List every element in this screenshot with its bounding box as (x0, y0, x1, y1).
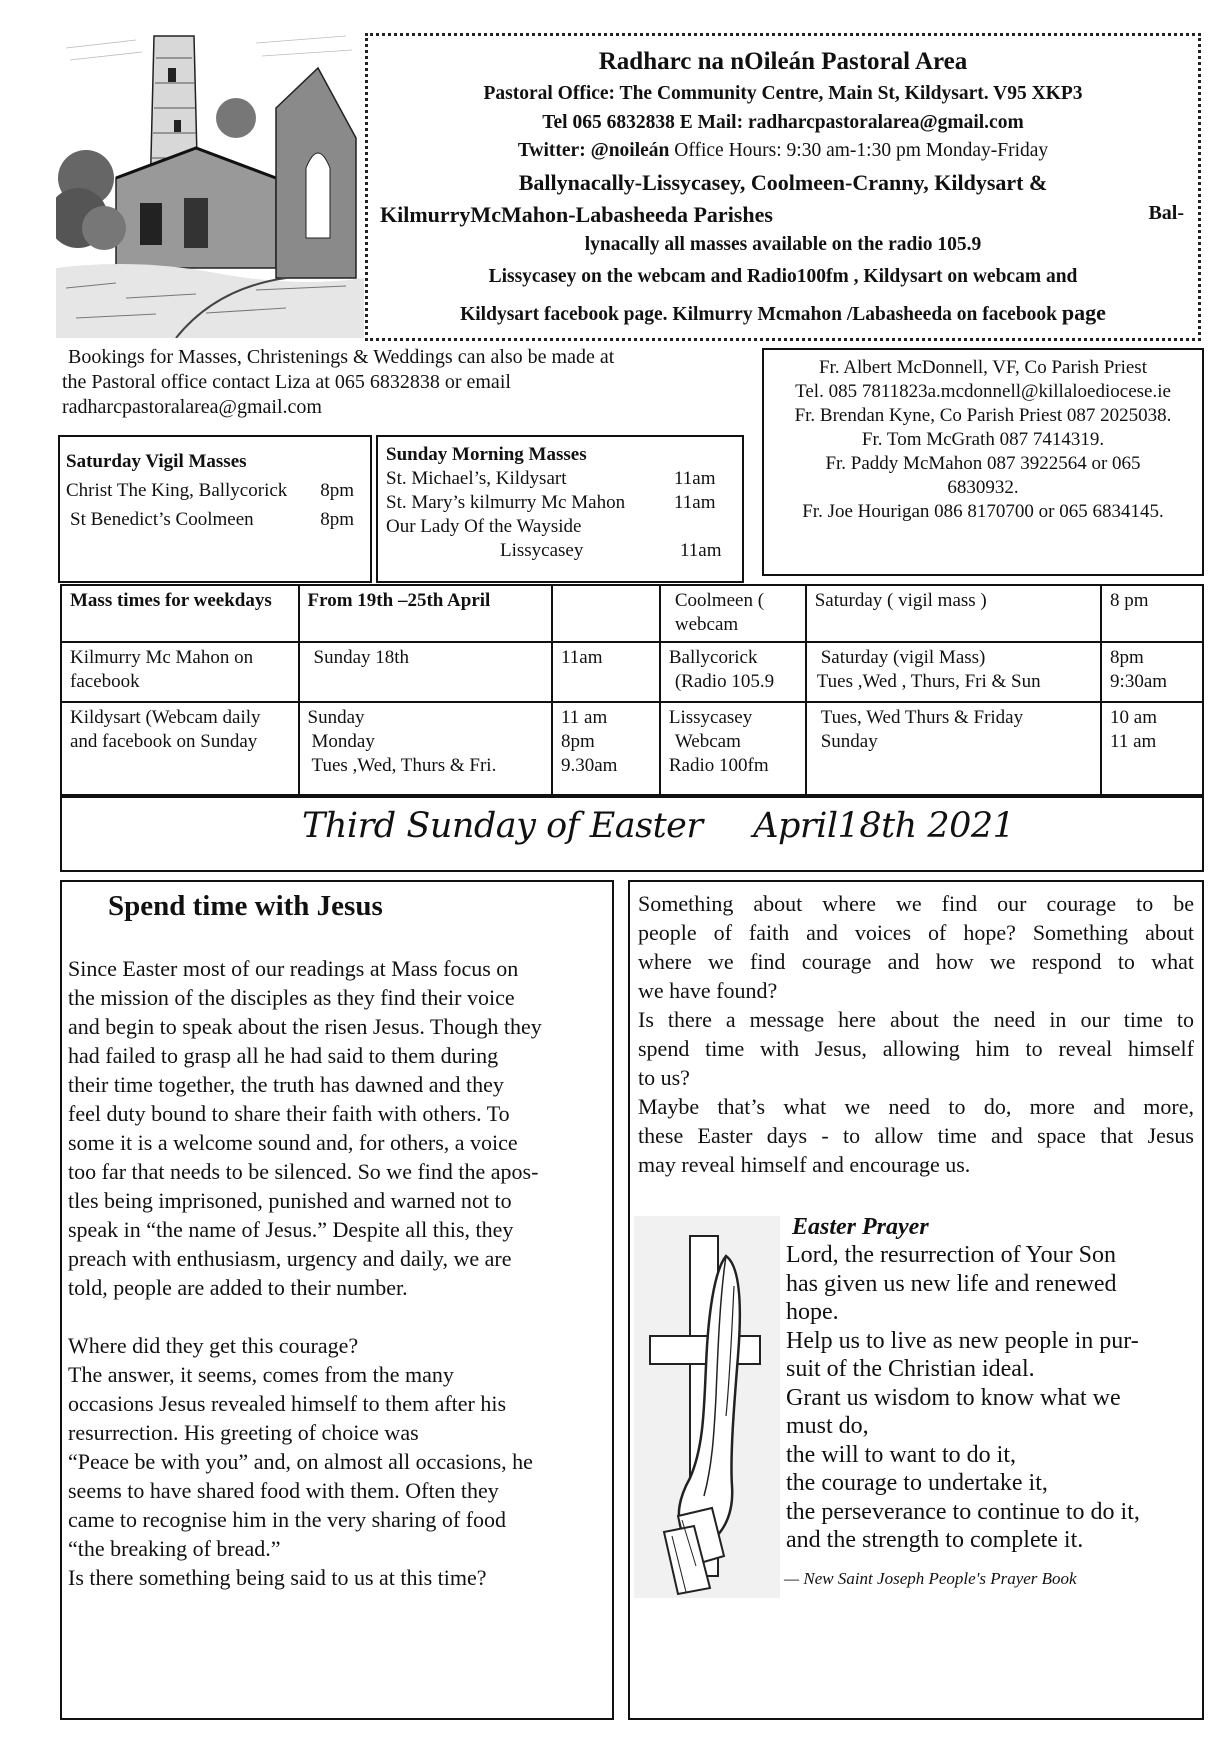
priests-box (762, 348, 1204, 576)
cell-line: Ballycorick (668, 646, 758, 668)
cell-line: 8pm (1110, 646, 1144, 668)
priest-line: Fr. Albert McDonnell, VF, Co Parish Priest (818, 357, 1147, 378)
table-cell: From 19th –25th April (299, 585, 552, 642)
sunday-row (386, 515, 734, 539)
prayer-line: Lord, the resurrection of Your Son (786, 1242, 1116, 1268)
bookings-line-1: Bookings for Masses, Christenings & Weddings can also be made at (68, 346, 615, 368)
article-line: had failed to grasp all he had said to them during (68, 1043, 499, 1068)
article-line: Where did they get this courage? (68, 1333, 359, 1358)
cell-line: Tues, Wed Thurs & Friday (820, 706, 1024, 728)
vigil-time: 8pm (320, 480, 354, 501)
prayer-line: hope. (786, 1299, 839, 1325)
prayer-line: suit of the Christian ideal. (786, 1356, 1035, 1382)
vigil-place: St Benedict’s Coolmeen (70, 509, 254, 530)
cell-line: 10 am (1110, 706, 1158, 728)
header-box (365, 33, 1201, 341)
cell-line: 11 am (560, 706, 608, 728)
reflection-line: people of faith and voices of hope? Something about (638, 920, 1194, 945)
occasion-name: Third Sunday of Easter (302, 806, 703, 846)
prayer-title: Easter Prayer (792, 1214, 929, 1240)
prayer-line: the perseverance to continue to do it, (786, 1498, 1140, 1525)
reflection-line: these Easter days - to allow time and space that Jesus (638, 1123, 1194, 1148)
table-cell (552, 585, 660, 642)
table-cell (1101, 642, 1203, 702)
sunday-row (386, 491, 734, 515)
cell-line: Lissycasey (668, 706, 753, 728)
radio-line: lynacally all masses available on the radio 105.9 (584, 233, 982, 255)
occasion-title (302, 806, 1014, 846)
priest-line: Fr. Brendan Kyne, Co Parish Priest 087 2025038. (794, 405, 1172, 426)
article-line: speak in “the name of Jesus.” Despite all this, they (68, 1217, 514, 1242)
vigil-place: Christ The King, Ballycorick (66, 480, 288, 501)
reflection-line: where we find courage and how we respond to what (638, 949, 1194, 974)
article-heading: Spend time with Jesus (108, 890, 383, 922)
vigil-row (66, 476, 364, 505)
saturday-vigil-box (58, 435, 372, 583)
article-line: came to recognise him in the very sharing of food (68, 1507, 507, 1532)
prayer-line: must do, (786, 1413, 869, 1439)
article-line: some it is a welcome sound and, for others, a voice (68, 1130, 518, 1155)
reflection-line: Something about where we find our courage to be (638, 891, 1194, 916)
reflection-line: spend time with Jesus, allowing him to reveal himself (638, 1036, 1194, 1061)
article-line: too far that needs to be silenced. So we find the apos- (68, 1159, 539, 1184)
article-line: preach with enthusiasm, urgency and daily, we are (68, 1246, 512, 1271)
article-line: and begin to speak about the risen Jesus. Though they (68, 1014, 542, 1039)
parishes-line-2 (380, 199, 1186, 231)
sunday-place: Lissycasey (500, 540, 584, 561)
easter-prayer (784, 1214, 1204, 1589)
table-row (61, 702, 1203, 795)
cell-line: (Radio 105.9 (674, 670, 775, 692)
webcam-line: Lissycasey on the webcam and Radio100fm , Kildysart on webcam and (488, 266, 1078, 288)
priest-line: Fr. Joe Hourigan 086 8170700 or 065 6834145. (802, 501, 1164, 522)
office-address: Pastoral Office: The Community Centre, Main St, Kildysart. V95 XKP3 (483, 83, 1083, 105)
table-cell: Kildysart (Webcam daily and facebook on Sunday (61, 702, 299, 795)
article-line: Is there something being said to us at this time? (68, 1565, 487, 1590)
article-line: resurrection. His greeting of choice was (68, 1420, 419, 1445)
sunday-place: St. Mary’s kilmurry Mc Mahon (386, 492, 626, 513)
facebook-text: Kildysart facebook page. Kilmurry Mcmahon /Labasheeda on facebook (460, 304, 1058, 326)
prayer-source: — New Saint Joseph People's Prayer Book (784, 1568, 1077, 1588)
article-column (60, 880, 614, 1720)
reflection-body (638, 889, 1194, 1179)
praying-hands-icon (634, 1216, 780, 1598)
sunday-row (386, 539, 734, 563)
vigil-row (66, 505, 364, 534)
bookings-email[interactable]: radharcpastoralarea@gmail.com (62, 396, 322, 418)
cell-line: Tues ,Wed , Thurs, Fri & Sun (816, 670, 1041, 692)
table-cell (660, 702, 806, 795)
office-hours: Office Hours: 9:30 am-1:30 pm Monday-Friday (674, 139, 1049, 161)
sunday-place: Our Lady Of the Wayside (386, 516, 582, 537)
cell-line: Monday (311, 730, 375, 752)
contact-line: Tel 065 6832838 E Mail: radharcpastoralarea@gmail.com (542, 111, 1024, 133)
prayer-line: has given us new life and renewed (786, 1270, 1117, 1297)
facebook-line (380, 297, 1186, 329)
article-line: feel duty bound to share their faith with others. To (68, 1101, 510, 1126)
article-spacer (68, 1302, 612, 1331)
pastoral-area-title: Radharc na nOileán Pastoral Area (598, 48, 968, 75)
table-cell (1101, 702, 1203, 795)
table-cell: 11am (552, 642, 660, 702)
table-cell (806, 702, 1101, 795)
table-cell (660, 642, 806, 702)
table-cell: Saturday ( vigil mass ) (806, 585, 1101, 642)
article-body (68, 954, 612, 1592)
cell-line: Sunday (820, 730, 878, 752)
sunday-morning-box (376, 435, 744, 583)
parishes-line-1: Ballynacally-Lissycasey, Coolmeen-Cranny, Kildysart & (518, 170, 1048, 196)
reflection-line: to us? (638, 1065, 690, 1090)
article-line: the mission of the disciples as they find their voice (68, 985, 515, 1010)
parishes-names: KilmurryMcMahon-Labasheeda Parishes (380, 201, 773, 227)
table-cell (806, 642, 1101, 702)
prayer-line: the will to want to do it, (786, 1441, 1016, 1468)
bookings-info (62, 345, 762, 420)
table-cell (299, 702, 552, 795)
table-row (61, 585, 1203, 642)
cell-line: Webcam (674, 730, 741, 752)
cell-line: Radio 100fm (668, 755, 769, 777)
cell-line: Saturday (vigil Mass) (820, 646, 986, 668)
twitter-handle: Twitter: @noileán (517, 139, 670, 161)
priest-line: Fr. Paddy McMahon 087 3922564 or 065 (825, 453, 1141, 474)
prayer-line: Help us to live as new people in pur- (786, 1327, 1139, 1354)
facebook-page-word: page (1061, 300, 1106, 326)
prayer-line: and the strength to complete it. (786, 1527, 1084, 1553)
article-line: The answer, it seems, comes from the many (68, 1362, 454, 1387)
article-line: “Peace be with you” and, on almost all occasions, he (68, 1449, 533, 1474)
prayer-body (786, 1241, 1204, 1555)
cell-line: 8pm (560, 730, 595, 752)
weekday-mass-table (60, 584, 1204, 796)
table-cell (552, 702, 660, 795)
vigil-time: 8pm (320, 509, 354, 530)
cell-line: 9:30am (1110, 670, 1168, 692)
sunday-place: St. Michael’s, Kildysart (386, 468, 567, 489)
table-row (61, 642, 1203, 702)
article-line: occasions Jesus revealed himself to them after his (68, 1391, 507, 1416)
occasion-date: April18th 2021 (753, 806, 1015, 846)
reflection-line: we have found? (638, 978, 778, 1003)
article-line: seems to have shared food with them. Often they (68, 1478, 499, 1503)
table-cell: Coolmeen ( webcam (660, 585, 806, 642)
article-line: tles being imprisoned, punished and warned not to (68, 1188, 512, 1213)
sunday-morning-title: Sunday Morning Masses (386, 444, 587, 465)
article-line: told, people are added to their number. (68, 1275, 408, 1300)
prayer-line: Grant us wisdom to know what we (786, 1384, 1121, 1411)
priest-line: Fr. Tom McGrath 087 7414319. (861, 429, 1105, 450)
ballynacally-prefix: Bal- (1148, 201, 1184, 224)
saturday-vigil-title: Saturday Vigil Masses (66, 451, 247, 472)
table-cell: 8 pm (1101, 585, 1203, 642)
table-cell: Kilmurry Mc Mahon on facebook (61, 642, 299, 702)
bookings-line-2: the Pastoral office contact Liza at 065 6832838 or email (62, 371, 511, 393)
reflection-line: Is there a message here about the need in our time to (638, 1007, 1194, 1032)
sunday-time: 11am (680, 540, 722, 561)
priest-line: Tel. 085 7811823a.mcdonnell@killaloediocese.ie (795, 381, 1171, 402)
cell-line: 11 am (1110, 730, 1157, 752)
office-hours-line (380, 137, 1186, 165)
reflection-line: Maybe that’s what we need to do, more and more, (638, 1094, 1194, 1119)
prayer-line: the courage to undertake it, (786, 1470, 1048, 1496)
article-line: their time together, the truth has dawned and they (68, 1072, 504, 1097)
sunday-time: 11am (674, 492, 716, 513)
table-cell: Sunday 18th (299, 642, 552, 702)
cell-line: 9.30am (560, 755, 618, 777)
article-line: Since Easter most of our readings at Mass focus on (68, 956, 519, 981)
sunday-time: 11am (674, 468, 716, 489)
article-line: “the breaking of bread.” (68, 1536, 281, 1561)
table-cell: Mass times for weekdays (61, 585, 299, 642)
church-ruin-sketch (56, 28, 364, 338)
reflection-line: may reveal himself and encourage us. (638, 1152, 971, 1177)
priest-line: 6830932. (947, 477, 1019, 498)
occasion-banner (60, 796, 1204, 872)
cell-line: Tues ,Wed, Thurs & Fri. (311, 755, 497, 777)
cell-line: Sunday (307, 706, 365, 728)
sunday-row (386, 467, 734, 491)
